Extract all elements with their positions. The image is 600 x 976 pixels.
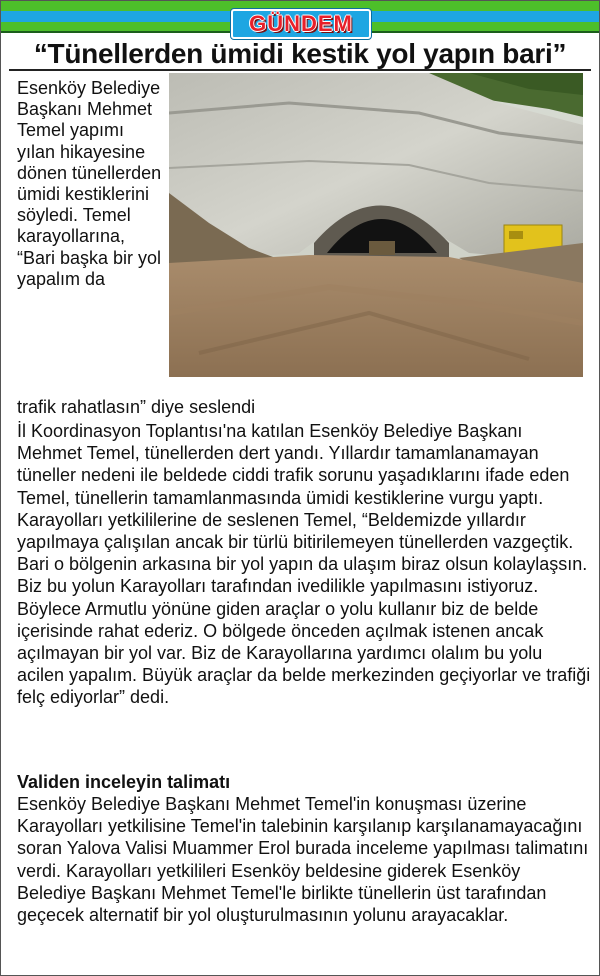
section-header-band <box>1 1 599 39</box>
article-lede-tail: trafik rahatlasın” diye seslendi <box>17 397 256 417</box>
tunnel-construction-photo <box>169 73 583 377</box>
headline-rule <box>9 69 591 71</box>
article-subheading: Validen inceleyin talimatı <box>17 772 231 792</box>
section-tag-gundem: GÜNDEM <box>231 9 371 39</box>
article-headline: “Tünellerden ümidi kestik yol yapın bari” <box>33 38 567 69</box>
article-lede: Esenköy Belediye Başkanı Mehmet Temel yapımı yılan hikayesine dönen tünellerden ümidi kestiklerini söyledi. Temel karayollarına, “Bari başka bir yol yapalım da <box>17 78 162 289</box>
tunnel-photo-illustration <box>169 73 583 377</box>
article-body-paragraph-2: Esenköy Belediye Başkanı Mehmet Temel'in konuşması üzerine Karayolları yetkilisine Temel'in talebinin karşılanıp karşılanamayacağını soran Yalova Valisi Muammer Erol burada inceleme yapılması talimatını verdi. Karayolları yetkilileri Esenköy beldesine giderek Esenköy Belediye Başkanı Mehmet Temel'le birlikte tünellerin üst tarafından geçecek alternatif bir yol oluşturulmasının yolunu arayacaklar. <box>17 794 589 926</box>
article-body-paragraph-1: İl Koordinasyon Toplantısı'na katılan Esenköy Belediye Başkanı Mehmet Temel, tünellerden dert yandı. Yıllardır tamamlanamayan tüneller nedeni ile beldede ciddi trafik sorunu yaşadıklarını ifade eden Temel, tünellerin tamamlanmasında ümidi kestiklerine vurgu yaptı. Karayolları yetkililerine de seslenen Temel, “Beldemizde yıllardır yapılmaya çalışılan ancak bir türlü bitirilemeyen tünellerden vazgeçtik. Bari o bölgenin arkasına bir yol yapın da ulaşım biraz olsun kolaylaşsın. Biz bu yolun Karayolları tarafından ivedilikle yapılmasını istiyoruz. Böylece Armutlu yönüne giden araçlar o yolu kullanır biz de belde içerisinde rahat ederiz. O bölgede önceden açılmak istenen ancak açılmayan bir yol var. Biz de Karayollarına yardımcı olalım bu yolu acilen yapalım. Büyük araçlar da belde merkezinden geçiyorlar ve trafiği felç ediyorlar” dedi. <box>17 421 591 708</box>
